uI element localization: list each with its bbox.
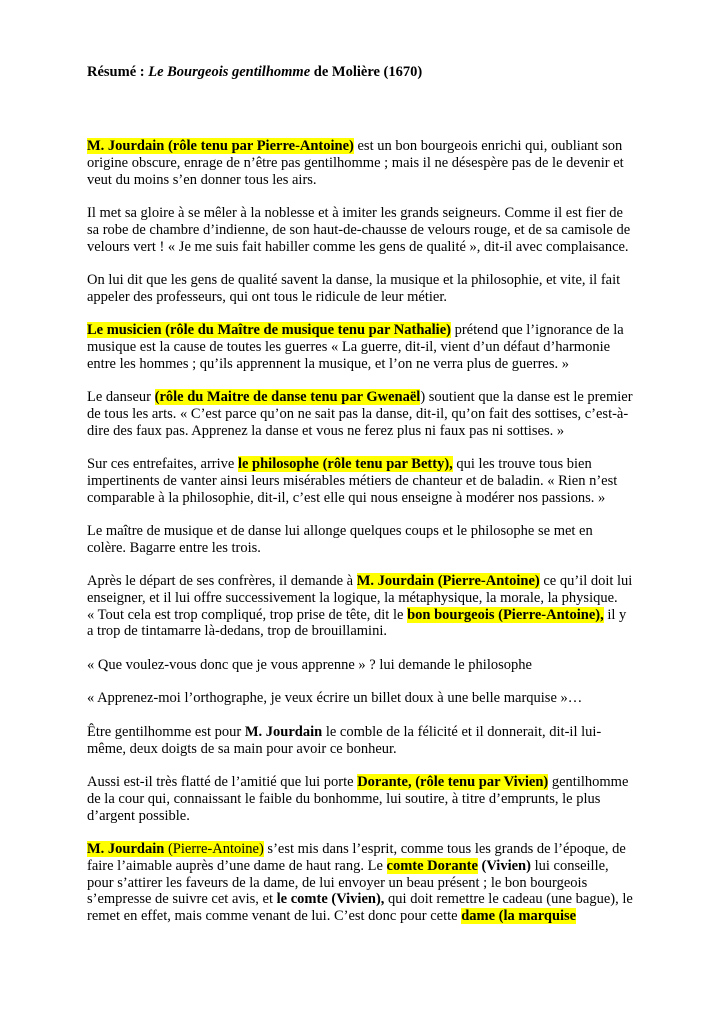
- text-run: veut du moins s’en donner tous les airs.: [87, 171, 317, 188]
- text-run: Il met sa gloire à se mêler à la noblesse et à imiter les grands seigneurs. Comme il est fier de: [87, 205, 623, 221]
- paragraph: [87, 724, 647, 758]
- text-run: « Tout cela est trop compliqué, trop prise de tête, dit le: [87, 606, 408, 623]
- text-run: s’est mis dans l’esprit, comme tous les grands de l’époque, de: [263, 841, 626, 857]
- text-run: d’argent possible.: [87, 807, 190, 824]
- paragraph: [87, 573, 647, 640]
- text-line: [87, 808, 647, 825]
- paragraph: [87, 523, 647, 557]
- text-line: [87, 741, 647, 758]
- text-line: [87, 908, 647, 925]
- highlighted-role: dame (la marquise: [461, 908, 577, 925]
- text-run: impertinents de vanter ainsi leurs misérables métiers de chanteur et de baladin. « Rien n’est: [87, 472, 618, 489]
- paragraph: [87, 841, 647, 925]
- text-line: [87, 607, 647, 624]
- text-line: [87, 456, 647, 473]
- text-run: il y: [603, 606, 627, 623]
- text-line: [87, 356, 647, 373]
- highlighted-role: bon bourgeois (Pierre-Antoine),: [407, 606, 604, 623]
- text-line: [87, 791, 647, 808]
- text-line: [87, 473, 647, 490]
- text-line: [87, 239, 647, 256]
- highlighted-role: le philosophe (rôle tenu par Betty),: [237, 456, 453, 472]
- bold-text: (Vivien): [481, 857, 531, 874]
- bold-text: M. Jourdain: [244, 724, 323, 740]
- text-run: comparable à la philosophie, dit-il, c’est elle qui nous enseigne à modérer nos passions. »: [87, 489, 606, 506]
- highlighted-role: (Pierre-Antoine): [164, 841, 264, 857]
- text-run: Après le départ de ses confrères, il demande à: [87, 573, 357, 589]
- text-run: origine obscure, enrage de n’être pas gentilhomme ; mais il ne désespère pas de le devenir et: [87, 154, 624, 171]
- text-line: [87, 423, 647, 440]
- text-line: [87, 540, 647, 557]
- text-run: velours vert ! « Je me suis fait habiller comme les gens de qualité », dit-il avec complaisance.: [87, 238, 629, 255]
- text-run: s’empresse de suivre cet avis, et: [87, 891, 277, 908]
- text-run: musique est la cause de toutes les guerres « La guerre, dit-il, vient d’un défaut d’harmonie: [87, 338, 611, 355]
- text-run: entre les hommes ; qu’ils apprennent la musique, et l’on ne verra plus de guerres. »: [87, 355, 569, 372]
- text-run: même, deux doigts de sa main pour avoir ce bonheur.: [87, 740, 397, 757]
- text-run: Aussi est-il très flatté de l’amitié que lui porte: [87, 774, 358, 790]
- text-run: pour s’attirer les faveurs de la dame, de lui envoyer un beau présent ; le bon bourgeois: [87, 874, 588, 891]
- text-line: [87, 523, 647, 540]
- paragraph: [87, 205, 647, 255]
- text-line: [87, 272, 647, 289]
- document-title: [87, 64, 422, 81]
- paragraph: [87, 272, 647, 306]
- text-line: [87, 289, 647, 306]
- text-line: [87, 138, 647, 155]
- text-line: [87, 406, 647, 423]
- title-prefix: Résumé :: [87, 64, 149, 80]
- text-run: colère. Bagarre entre les trois.: [87, 539, 261, 556]
- text-run: de la cour qui, connaissant le faible du bonhomme, lui soutire, à titre d’emprunts, le plus: [87, 790, 601, 807]
- text-run: Sur ces entrefaites, arrive: [87, 456, 238, 472]
- text-line: [87, 322, 647, 339]
- paragraph: [87, 322, 647, 372]
- text-line: [87, 172, 647, 189]
- highlighted-role: M. Jourdain (rôle tenu par Pierre-Antoine): [87, 138, 354, 154]
- text-run: « Apprenez-moi l’orthographe, je veux écrire un billet doux à une belle marquise »…: [87, 690, 583, 706]
- title-work: Le Bourgeois gentilhomme: [148, 64, 311, 80]
- bold-text: le comte (Vivien),: [276, 891, 385, 908]
- text-line: [87, 841, 647, 858]
- text-run: de tous les arts. « C’est parce qu’on ne sait pas la danse, dit-il, qu’on fait des sottises, c’est-à-: [87, 405, 629, 422]
- text-run: prétend que l’ignorance de la: [450, 322, 624, 338]
- paragraph: [87, 657, 647, 674]
- text-run: « Que voulez-vous donc que je vous apprenne » ? lui demande le philosophe: [87, 657, 532, 673]
- text-run: ce qu’il doit lui: [539, 573, 633, 589]
- text-line: [87, 205, 647, 222]
- text-line: [87, 875, 647, 892]
- highlighted-role: (rôle du Maitre de danse tenu par Gwenaël: [154, 389, 421, 405]
- paragraph: [87, 456, 647, 506]
- text-run: Le maître de musique et de danse lui allonge quelques coups et le philosophe se met en: [87, 523, 593, 539]
- highlighted-role: comte Dorante: [386, 857, 478, 874]
- text-line: [87, 774, 647, 791]
- paragraph: [87, 690, 647, 707]
- text-line: [87, 222, 647, 239]
- paragraph: [87, 389, 647, 439]
- text-run: Être gentilhomme est pour: [87, 724, 245, 740]
- text-run: qui les trouve tous bien: [452, 456, 592, 472]
- text-run: est un bon bourgeois enrichi qui, oubliant son: [353, 138, 623, 154]
- text-line: [87, 573, 647, 590]
- text-line: [87, 891, 647, 908]
- highlighted-role: Le musicien (rôle du Maître de musique tenu par Nathalie): [87, 322, 451, 338]
- text-run: remet en effet, mais comme venant de lui. C’est donc pour cette: [87, 908, 462, 925]
- text-run: ) soutient que la danse est le premier: [420, 389, 633, 405]
- text-line: [87, 724, 647, 741]
- highlighted-role: M. Jourdain (Pierre-Antoine): [356, 573, 540, 589]
- text-run: lui conseille,: [530, 857, 609, 874]
- text-run: On lui dit que les gens de qualité savent la danse, la musique et la philosophie, et vite, il fait: [87, 272, 621, 288]
- title-suffix: de Molière (1670): [310, 64, 423, 80]
- text-run: enseigner, et il lui offre successivement la logique, la métaphysique, la morale, la physique.: [87, 589, 618, 606]
- text-run: le comble de la félicité et il donnerait, dit-il lui-: [322, 724, 602, 740]
- paragraph: [87, 138, 647, 188]
- text-line: [87, 389, 647, 406]
- text-line: [87, 339, 647, 356]
- text-line: [87, 590, 647, 607]
- paragraph: [87, 774, 647, 824]
- text-run: a trop de tintamarre là-dedans, trop de brouillamini.: [87, 623, 387, 640]
- text-line: [87, 623, 647, 640]
- highlighted-role: Dorante, (rôle tenu par Vivien): [357, 774, 549, 790]
- text-run: sa robe de chambre d’indienne, de son haut-de-chausse de velours rouge, et de sa camisole de: [87, 221, 631, 238]
- text-run: qui doit remettre le cadeau (une bague), le: [384, 891, 633, 908]
- text-run: gentilhomme: [548, 774, 629, 790]
- text-line: [87, 490, 647, 507]
- text-line: [87, 690, 647, 707]
- text-line: [87, 858, 647, 875]
- text-line: [87, 155, 647, 172]
- highlighted-role: M. Jourdain: [87, 841, 165, 857]
- text-run: Le danseur: [87, 389, 155, 405]
- text-line: [87, 657, 647, 674]
- text-run: dire des faux pas. Apprenez la danse et vous ne ferez plus ni faux pas ni sottises. »: [87, 422, 565, 439]
- text-run: faire l’aimable auprès d’une dame de haut rang. Le: [87, 857, 387, 874]
- text-run: appeler des professeurs, qui ont tous le ridicule de leur métier.: [87, 288, 447, 305]
